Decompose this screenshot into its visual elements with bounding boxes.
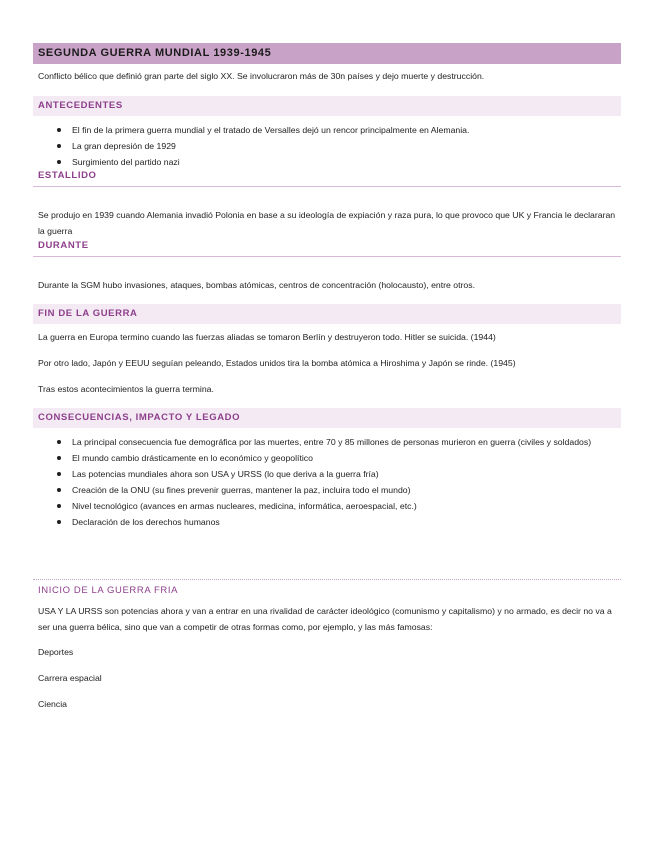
list-item: Nivel tecnológico (avances en armas nucleares, medicina, informática, aeroespacial, etc.) (38, 498, 621, 514)
bullet-icon (57, 440, 61, 444)
list-item: El fin de la primera guerra mundial y el tratado de Versalles dejó un rencor principalmente en Alemania. (38, 122, 621, 138)
bullet-icon (57, 488, 61, 492)
bullet-icon (57, 520, 61, 524)
estallido-paragraph: Se produjo en 1939 cuando Alemania invadió Polonia en base a su ideología de expiación y raza pura, lo que provoco que UK y Francia le declararan la guerra (38, 210, 616, 236)
bullet-icon (57, 144, 61, 148)
list-item: Declaración de los derechos humanos (38, 514, 621, 530)
bullet-icon (57, 128, 61, 132)
guerra-fria-line-carrera-espacial: Carrera espacial (38, 673, 102, 683)
list-item: La principal consecuencia fue demográfica por las muertes, entre 70 y 85 millones de personas murieron en guerra (civiles y soldados) (38, 434, 621, 450)
consecuencias-list (38, 434, 621, 530)
list-item: Creación de la ONU (su fines prevenir guerras, mantener la paz, incluira todo el mundo) (38, 482, 621, 498)
list-item: Las potencias mundiales ahora son USA y URSS (lo que deriva a la guerra fría) (38, 466, 621, 482)
fin-paragraph-3: Tras estos acontecimientos la guerra termina. (38, 384, 214, 394)
guerra-fria-line-ciencia: Ciencia (38, 699, 67, 709)
bullet-icon (57, 472, 61, 476)
heading-estallido: ESTALLIDO (33, 166, 621, 187)
list-item: Surgimiento del partido nazi (38, 154, 621, 170)
heading-durante: DURANTE (33, 236, 621, 257)
bullet-icon (57, 504, 61, 508)
guerra-fria-paragraph: USA Y LA URSS son potencias ahora y van a entrar en una rivalidad de carácter ideológico (comunismo y capitalismo) y no armado, es decir no va a ser una guerra bélica, sino que van a competir de otras formas como, por ejemplo, y las más famosas: (38, 606, 612, 632)
heading-fin-de-la-guerra: FIN DE LA GUERRA (33, 304, 621, 324)
list-item: El mundo cambio drásticamente en lo económico y geopolítico (38, 450, 621, 466)
fin-paragraph-1: La guerra en Europa termino cuando las fuerzas aliadas se tomaron Berlín y destruyeron todo. Hitler se suicida. (1944) (38, 332, 496, 342)
antecedentes-list (38, 122, 621, 170)
heading-consecuencias: CONSECUENCIAS, IMPACTO Y LEGADO (33, 408, 621, 428)
heading-antecedentes: ANTECEDENTES (33, 96, 621, 116)
bullet-icon (57, 160, 61, 164)
durante-paragraph: Durante la SGM hubo invasiones, ataques, bombas atómicas, centros de concentración (holocausto), entre otros. (38, 280, 476, 290)
heading-guerra-fria: INICIO DE LA GUERRA FRIA (38, 585, 179, 596)
fin-paragraph-2: Por otro lado, Japón y EEUU seguían peleando, Estados unidos tira la bomba atómica a Hiroshima y Japón se rinde. (1945) (38, 358, 516, 368)
document-title: SEGUNDA GUERRA MUNDIAL 1939-1945 (33, 43, 621, 64)
bullet-icon (57, 456, 61, 460)
intro-paragraph: Conflicto bélico que definió gran parte del siglo XX. Se involucraron más de 30n países y dejo muerte y destrucción. (38, 71, 485, 81)
section-divider (33, 579, 621, 580)
list-item: La gran depresión de 1929 (38, 138, 621, 154)
guerra-fria-line-deportes: Deportes (38, 647, 74, 657)
